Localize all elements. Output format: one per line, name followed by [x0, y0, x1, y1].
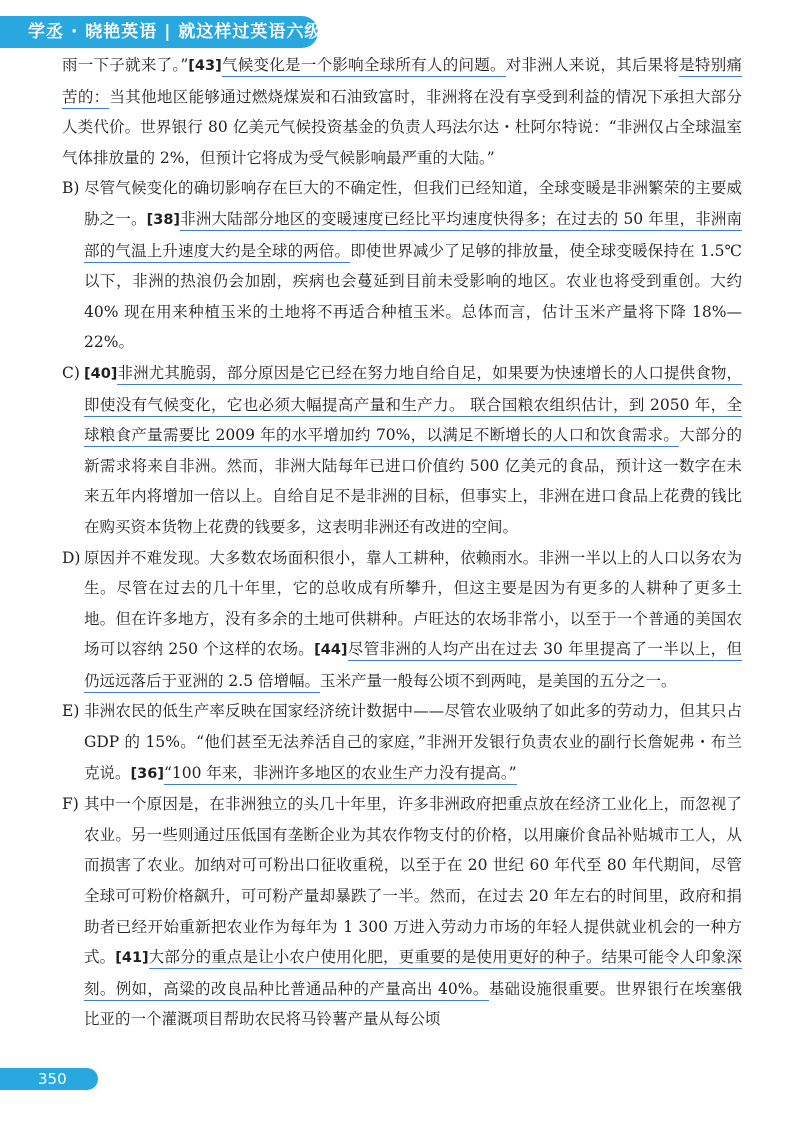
paragraph-label: F): [62, 795, 79, 814]
paragraph-label: C): [62, 363, 80, 382]
body-text: 尽管气候变化的确切影响存在巨大的不确定性，但我们已经知道，全球变暖是非洲繁荣的主要威胁之一。: [84, 179, 742, 228]
underlined-answer-text: 非洲大陆部分地区的变暖速度已经比平均速度快得多；在过去的 50 年里，非洲南部的气温上升速度大约是全球的两倍。: [84, 210, 742, 263]
header-banner: [0, 16, 323, 48]
underlined-answer-text: 气候变化是一个影响全球所有人的问题。: [222, 56, 506, 77]
body-text: 当其他地区能够通过燃烧煤炭和石油致富时，非洲将在没有享受到利益的情况下承担大部分人类代价。世界银行 80 亿美元气候投资基金的负责人玛法尔达・杜阿尔特说：“非洲仅占全球温室气体排放量的 2%，但预计它将成为受气候影响最严重的大陆。”: [62, 87, 742, 167]
body-text: 即使世界减少了足够的排放量，使全球变暖保持在 1.5℃以下，非洲的热浪仍会加剧，疾病也会蔓延到目前未受影响的地区。农业也将受到重创。大约 40% 现在用来种植玉米的土地将不再适合种植玉米。总体而言，估计玉米产量将下降 18%—22%。: [84, 241, 742, 352]
body-text: 原因并不难发现。大多数农场面积很小，靠人工耕种，依赖雨水。非洲一半以上的人口以务农为生。尽管在过去的几十年里，它的总收成有所攀升，但这主要是因为有更多的人耕种了更多土地。但在许多地方，没有多余的土地可供耕种。卢旺达的农场非常小，以至于一个普通的美国农场可以容纳 250 个这样的农场。: [84, 548, 742, 659]
underlined-answer-text: 非洲尤其脆弱，部分原因是它已经在努力地自给自足，如果要为快速增长的人口提供食物，即使没有气候变化，它也必须大幅提高产量和生产力。 联合国粮农组织估计，到 2050 年，全球粮食产量需要比 2009 年的水平增加约 70%，以满足不断增长的人口和饮食需求。: [84, 364, 742, 447]
paragraph: [62, 543, 742, 697]
body-text: 基础设施很重要。世界银行在埃塞俄比亚的一个灌溉项目帮助农民将马铃薯产量从每公顷: [84, 979, 742, 1029]
page-number-tab: [0, 1068, 98, 1090]
question-number: [43]: [188, 58, 222, 74]
underlined-answer-text: “100 年来，非洲许多地区的农业生产力没有提高。”: [164, 764, 517, 785]
page-number: 350: [38, 1070, 67, 1088]
question-number: [40]: [84, 365, 118, 382]
paragraph: [62, 789, 742, 1035]
paragraph: [62, 50, 742, 173]
paragraph: [62, 696, 742, 789]
question-number: [41]: [115, 950, 149, 967]
underlined-answer-text: 是特别痛苦的：: [62, 56, 742, 109]
paragraph-label: D): [62, 548, 81, 567]
question-number: [36]: [130, 765, 164, 782]
question-number: [38]: [146, 211, 181, 228]
underlined-answer-text: 尽管非洲的人均产出在过去 30 年里提高了一半以上，但仍远远落后于亚洲的 2.5 倍增幅。: [84, 640, 742, 693]
question-number: [44]: [314, 642, 348, 659]
body-text: 其中一个原因是，在非洲独立的头几十年里，许多非洲政府把重点放在经济工业化上，而忽视了农业。另一些则通过压低国有垄断企业为其农作物支付的价格，以用廉价食品补贴城市工人，从而损害了农业。加纳对可可粉出口征收重税，以至于在 20 世纪 60 年代至 80 年代期间，尽管全球可可粉价格飙升，可可粉产量却暴跌了一半。然而，在过去 20 年左右的时间里，政府和捐助者已经开始重新把农业作为每年为 1 300 万进入劳动力市场的年轻人提供就业机会的一种方式。: [84, 795, 742, 967]
header-title: 学丞 · 晓艳英语 | 就这样过英语六级: [28, 22, 323, 42]
body-text: 玉米产量一般每公顷不到两吨，是美国的五分之一。: [320, 671, 677, 690]
body-text: 大部分的新需求将来自非洲。然而，非洲大陆每年已进口价值约 500 亿美元的食品，预计这一数字在未来五年内将增加一倍以上。自给自足不是非洲的目标，但事实上，非洲在进口食品上花费的钱比在购买资本货物上花费的钱要多，这表明非洲还有改进的空间。: [84, 426, 742, 536]
paragraph-label: B): [62, 179, 80, 198]
article-body: [62, 50, 742, 1035]
paragraph: [62, 173, 742, 358]
underlined-answer-text: 大部分的重点是让小农户使用化肥，更重要的是使用更好的种子。结果可能令人印象深刻。例如，高粱的改良品种比普通品种的产量高出 40%。: [84, 948, 742, 1001]
paragraph-label: E): [62, 702, 80, 721]
body-text: 对非洲人来说，其后果将: [505, 56, 680, 74]
body-text: 非洲农民的低生产率反映在国家经济统计数据中——尽管农业吸纳了如此多的劳动力，但其只占 GDP 的 15%。“他们甚至无法养活自己的家庭，”非洲开发银行负责农业的副行长詹妮弗・布兰克说。: [84, 702, 742, 782]
body-text: 雨一下子就来了。”: [62, 56, 189, 74]
paragraph: [62, 358, 742, 543]
